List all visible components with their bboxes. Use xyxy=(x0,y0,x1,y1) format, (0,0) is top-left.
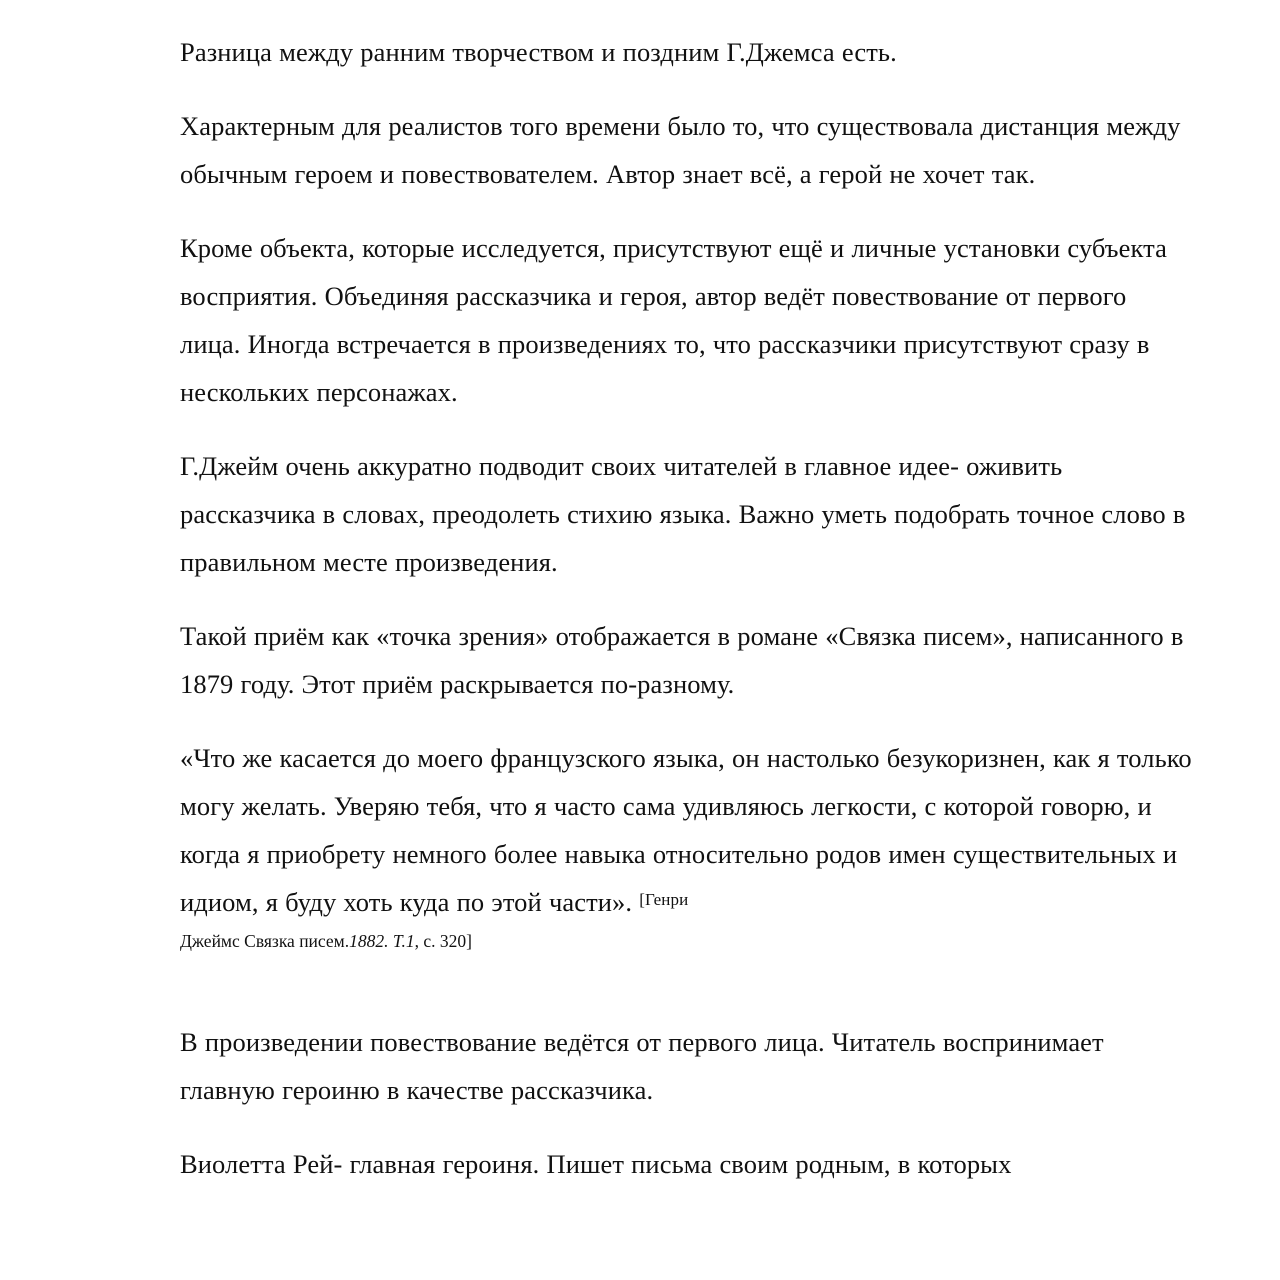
paragraph-spacer xyxy=(180,956,1192,1018)
citation-author-title: Джеймс Связка писем. xyxy=(180,931,350,951)
paragraph-9: Виолетта Рей- главная героиня. Пишет письма своим родным, в которых xyxy=(180,1149,1012,1179)
paragraph-4: Г.Джейм очень аккуратно подводит своих читателей в главное идее- оживить рассказчика в словах, преодолеть стихию языка. Важно уметь подобрать точное слово в правильном месте произведения. xyxy=(180,451,1186,577)
paragraph-8: В произведении повествование ведётся от первого лица. Читатель воспринимает главную героиню в качестве рассказчика. xyxy=(180,1027,1104,1105)
citation-pages: , с. 320] xyxy=(414,931,472,951)
quotation-text: «Что же касается до моего французского языка, он настолько безукоризнен, как я только могу желать. Уверяю тебя, что я часто сама удивляюсь легкости, с которой говорю, и когда я приобрету немного более навыка относительно родов имен существительных и идиом, я буду хоть куда по этой части». xyxy=(180,743,1192,917)
block-quotation xyxy=(180,734,1192,926)
paragraph-3: Кроме объекта, которые исследуется, присутствуют ещё и личные установки субъекта восприятия. Объединяя рассказчика и героя, автор ведёт повествование от первого лица. Иногда встречается в произведениях то, что рассказчики присутствуют сразу в нескольких персонажах. xyxy=(180,233,1167,407)
paragraph-2: Характерным для реалистов того времени было то, что существовала дистанция между обычным героем и повествователем. Автор знает всё, а герой не хочет так. xyxy=(180,111,1181,189)
citation-reference-opener: [Генри xyxy=(639,890,689,909)
paragraph-5: Такой приём как «точка зрения» отображается в романе «Связка писем», написанного в 1879 году. Этот приём раскрывается по-разному. xyxy=(180,621,1184,699)
paragraph-1: Разница между ранним творчеством и поздним Г.Джемса есть. xyxy=(180,37,897,67)
citation-edition: 1882. Т.1 xyxy=(349,931,415,951)
document-text-body xyxy=(180,28,1192,1188)
citation-line xyxy=(180,926,1192,956)
